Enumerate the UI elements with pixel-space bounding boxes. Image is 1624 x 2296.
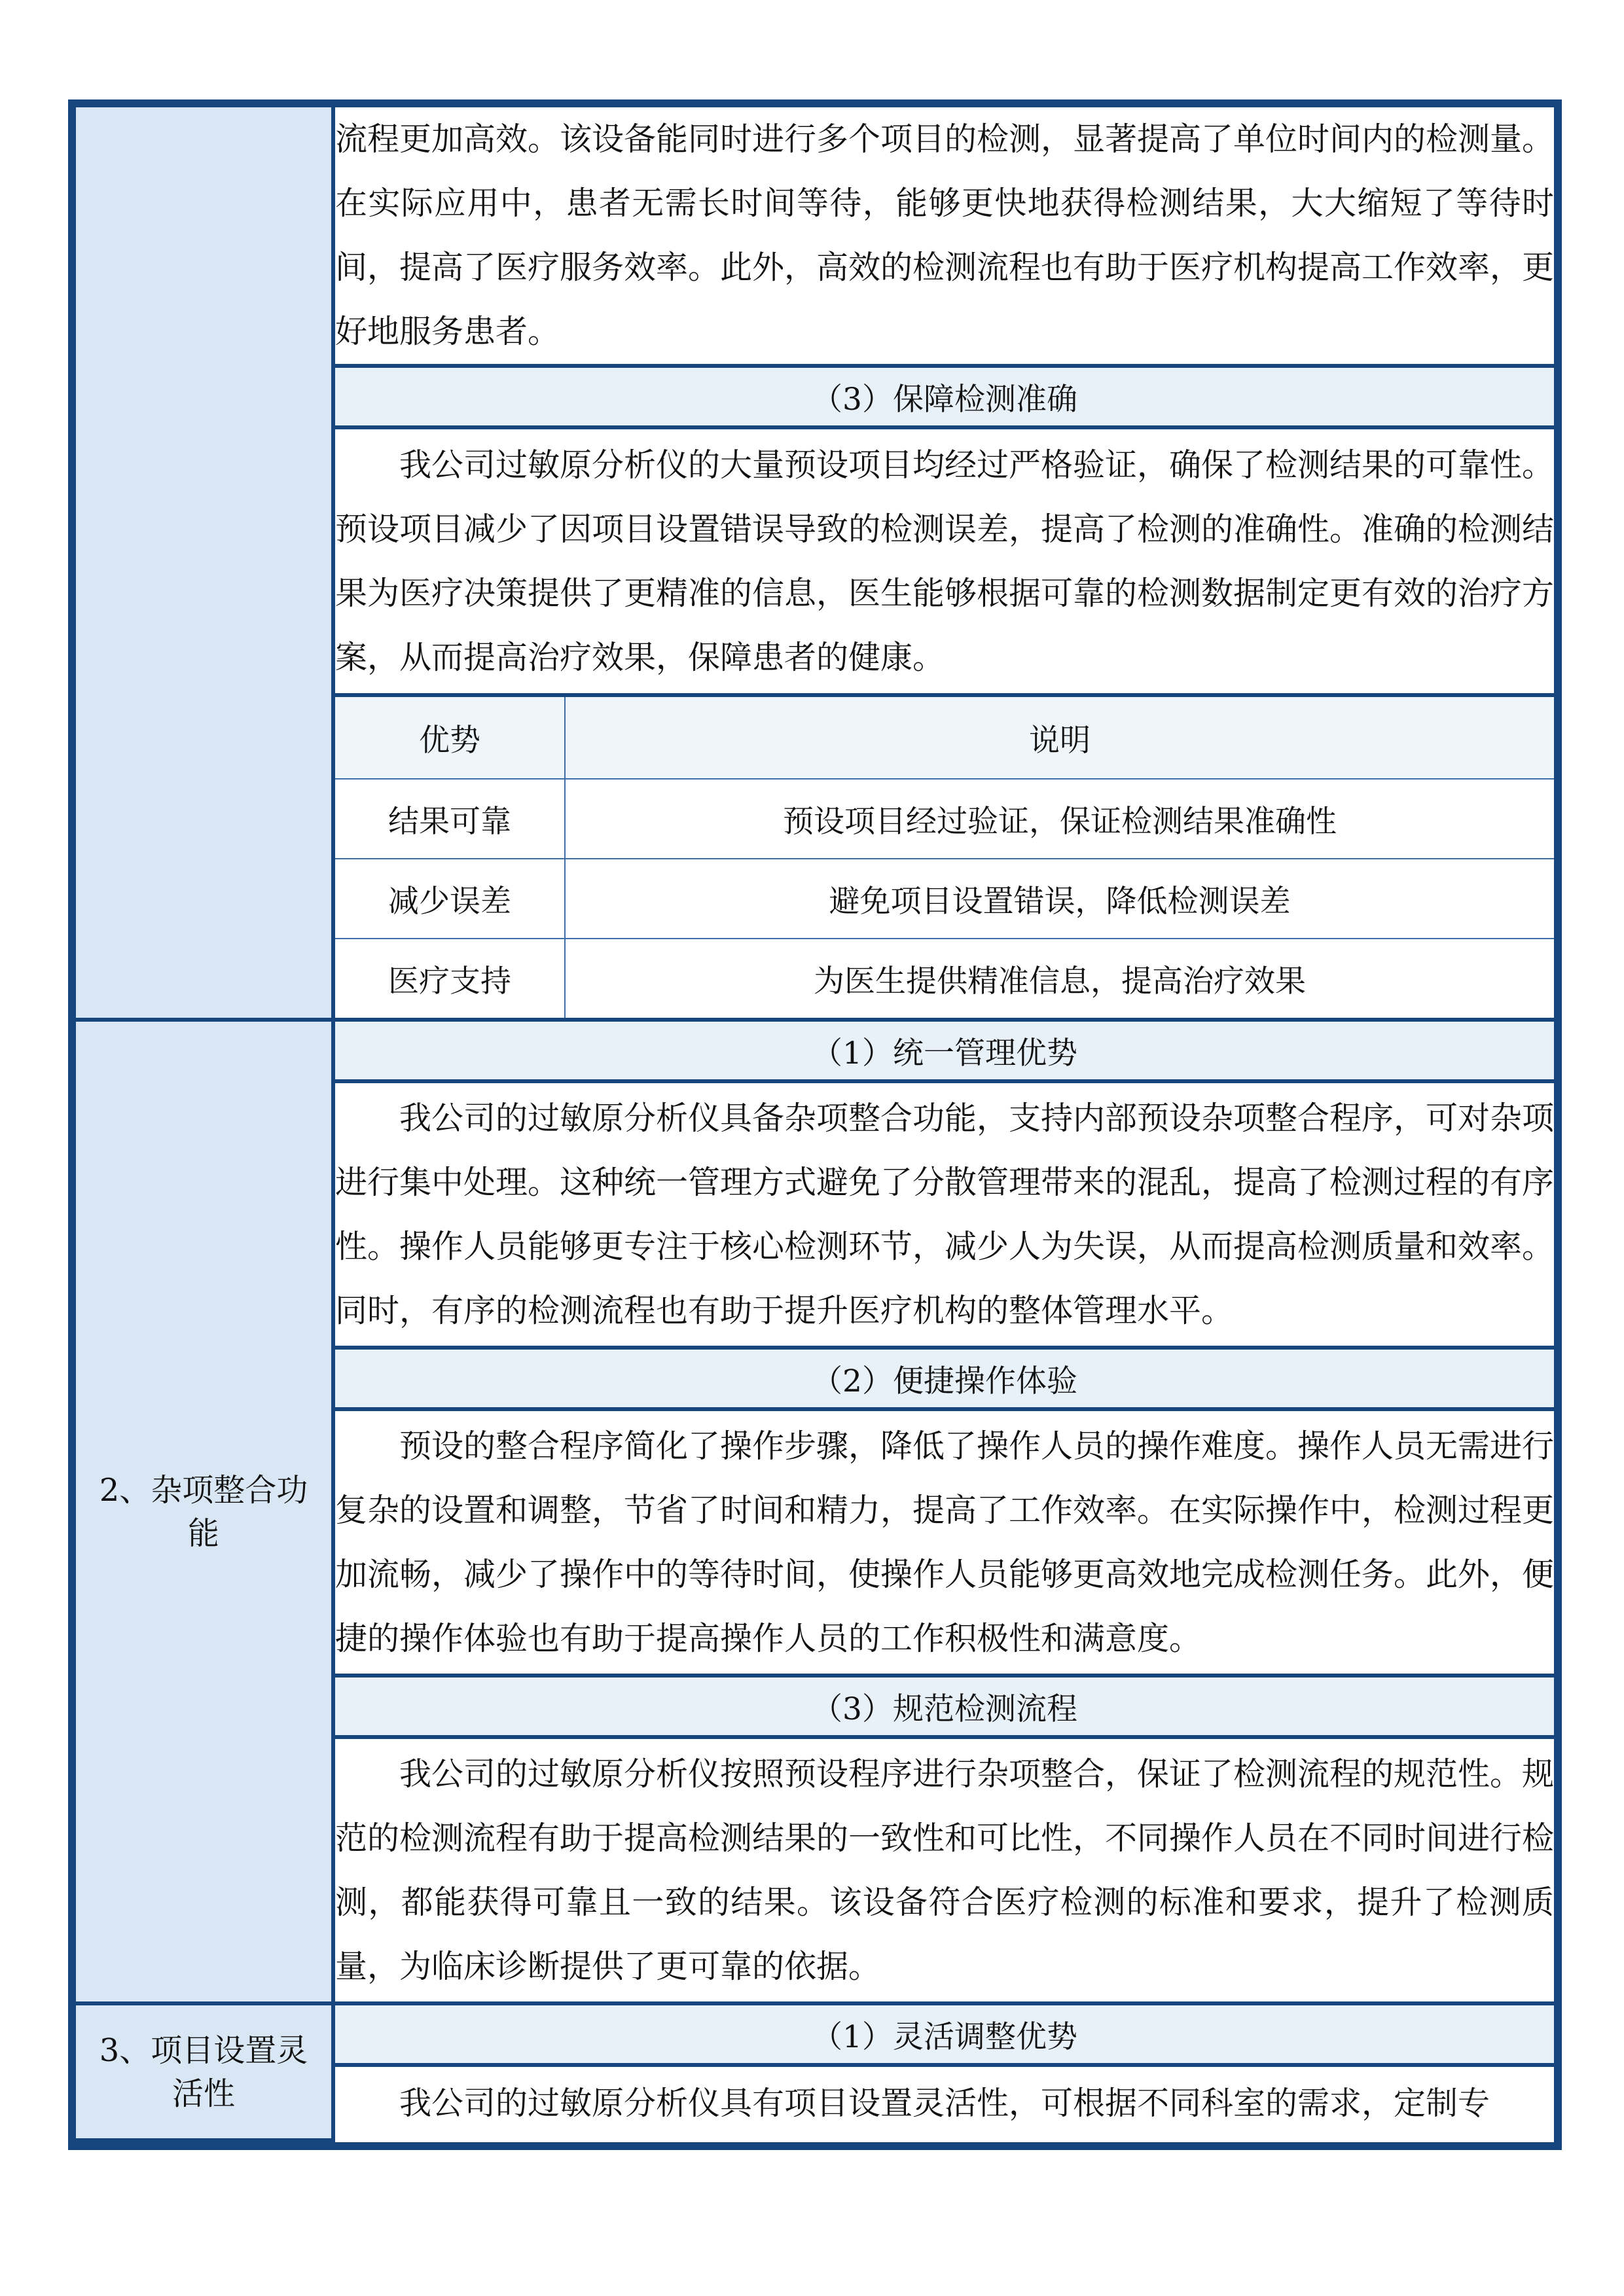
table-cell: 预设项目经过验证，保证检测结果准确性 (565, 779, 1554, 859)
subheading: （2）便捷操作体验 (333, 1348, 1554, 1409)
table-row (335, 859, 1554, 939)
table-header-row (335, 697, 1554, 779)
table-row (335, 939, 1554, 1018)
subheading: （1）统一管理优势 (333, 1020, 1554, 1081)
advantage-table-cell (333, 695, 1554, 1020)
paragraph: 预设的整合程序简化了操作步骤，降低了操作人员的操作难度。操作人员无需进行复杂的设置和调整，节省了时间和精力，提高了工作效率。在实际操作中，检测过程更加流畅，减少了操作中的等待时间，使操作人员能够更高效地完成检测任务。此外，便捷的操作体验也有助于提高操作人员的工作积极性和满意度。 (333, 1409, 1554, 1676)
paragraph: 流程更加高效。该设备能同时进行多个项目的检测，显著提高了单位时间内的检测量。在实际应用中，患者无需长时间等待，能够更快地获得检测结果，大大缩短了等待时间，提高了医疗服务效率。此外，高效的检测流程也有助于医疗机构提高工作效率，更好地服务患者。 (333, 107, 1554, 366)
table-cell: 避免项目设置错误，降低检测误差 (565, 859, 1554, 939)
table-cell: 减少误差 (335, 859, 565, 939)
subheading: （3）规范检测流程 (333, 1676, 1554, 1737)
advantage-table (335, 697, 1554, 1018)
paragraph: 我公司的过敏原分析仪具备杂项整合功能，支持内部预设杂项整合程序，可对杂项进行集中处理。这种统一管理方式避免了分散管理带来的混乱，提高了检测过程的有序性。操作人员能够更专注于核心检测环节，减少人为失误，从而提高检测质量和效率。同时，有序的检测流程也有助于提升医疗机构的整体管理水平。 (333, 1081, 1554, 1348)
table-cell: 结果可靠 (335, 779, 565, 859)
subheading: （1）灵活调整优势 (333, 2003, 1554, 2065)
section-label (76, 107, 333, 1020)
section-label: 2、杂项整合功能 (76, 1020, 333, 2003)
subheading: （3）保障检测准确 (333, 366, 1554, 427)
table-cell: 医疗支持 (335, 939, 565, 1018)
column-header: 说明 (565, 697, 1554, 779)
paragraph: 我公司的过敏原分析仪具有项目设置灵活性，可根据不同科室的需求，定制专 (333, 2065, 1554, 2140)
document-table (68, 99, 1562, 2150)
paragraph: 我公司过敏原分析仪的大量预设项目均经过严格验证，确保了检测结果的可靠性。预设项目减少了因项目设置错误导致的检测误差，提高了检测的准确性。准确的检测结果为医疗决策提供了更精准的信息，医生能够根据可靠的检测数据制定更有效的治疗方案，从而提高治疗效果，保障患者的健康。 (333, 427, 1554, 695)
column-header: 优势 (335, 697, 565, 779)
table-cell: 为医生提供精准信息，提高治疗效果 (565, 939, 1554, 1018)
table-row (335, 779, 1554, 859)
paragraph: 我公司的过敏原分析仪按照预设程序进行杂项整合，保证了检测流程的规范性。规范的检测流程有助于提高检测结果的一致性和可比性，不同操作人员在不同时间进行检测，都能获得可靠且一致的结果。该设备符合医疗检测的标准和要求，提升了检测质量，为临床诊断提供了更可靠的依据。 (333, 1737, 1554, 2003)
section-label: 3、项目设置灵活性 (76, 2003, 333, 2140)
